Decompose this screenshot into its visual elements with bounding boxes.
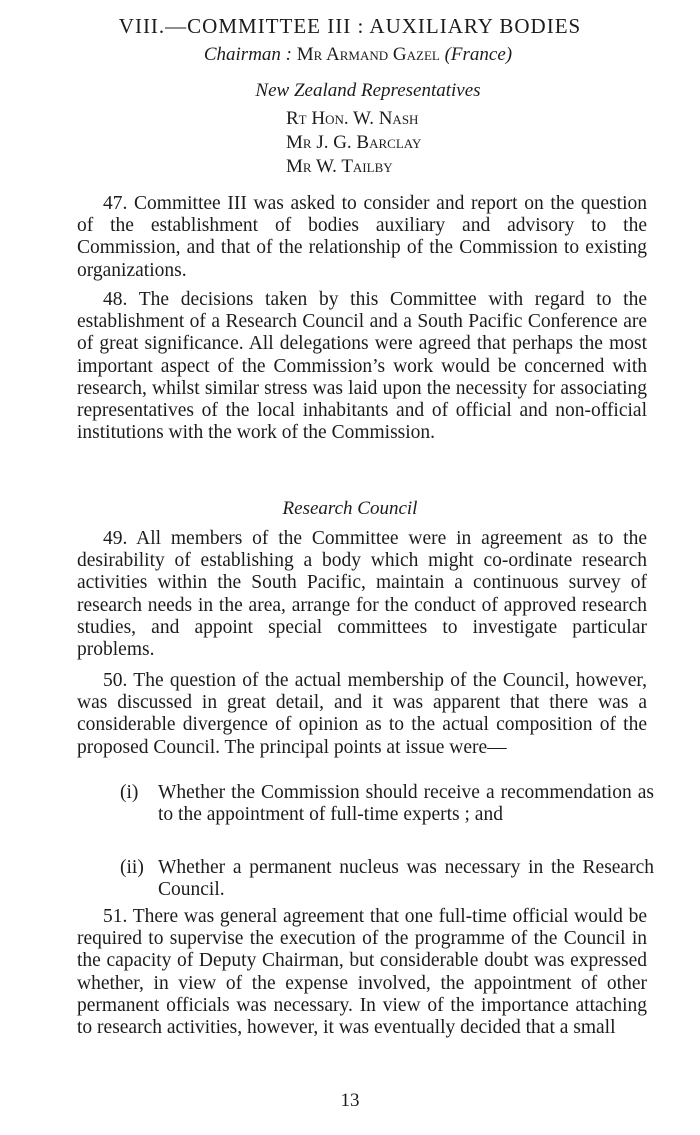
representative: Rt Hon. W. Nash bbox=[286, 108, 419, 129]
nz-representatives-heading: New Zealand Representatives bbox=[255, 80, 481, 101]
list-item-text: Whether the Commission should receive a recommendation as to the appointment of full-time experts ; and bbox=[158, 782, 654, 826]
representative: Mr W. Tailby bbox=[286, 156, 393, 177]
paragraph-48: 48. The decisions taken by this Committee with regard to the establishment of a Research Council and a South Pacific Conference are of great significance. All delegations were agreed that perhaps the most important aspect of the Commission’s work would be concerned with research, whilst similar stress was laid upon the necessity for associating representatives of the local inhabitants and of official and non-official institutions with the work of the Commission. bbox=[77, 289, 647, 444]
list-item-text: Whether a permanent nucleus was necessary in the Research Council. bbox=[158, 857, 654, 901]
chairman-name: Mr Armand Gazel bbox=[296, 44, 440, 65]
paragraph-49: 49. All members of the Committee were in agreement as to the desirability of establishing a body which might co-ordinate research activities within the South Pacific, maintain a continuous survey of research needs in the area, arrange for the conduct of approved research studies, and appoint special committees to investigate particular problems. bbox=[77, 528, 647, 661]
list-item bbox=[120, 857, 654, 901]
paragraph-51: 51. There was general agreement that one full-time official would be required to supervise the execution of the programme of the Council in the capacity of Deputy Chairman, but considerable doubt was expressed whether, in view of the expense involved, the appointment of other permanent officials was necessary. In view of the importance attaching to research activities, however, it was eventually decided that a small bbox=[77, 906, 647, 1039]
list-item bbox=[120, 782, 654, 826]
paragraph-47: 47. Committee III was asked to consider and report on the question of the establishment of bodies auxiliary and advisory to the Commission, and that of the relationship of the Commission to existing organizations. bbox=[77, 193, 647, 281]
subheading-research-council: Research Council bbox=[282, 498, 418, 519]
chairman-prefix: Chairman : bbox=[203, 44, 293, 65]
representatives-list bbox=[286, 107, 421, 179]
chairman-country: (France) bbox=[444, 44, 513, 65]
chairman-line bbox=[8, 44, 700, 66]
section-title: VIII.—COMMITTEE III : AUXILIARY BODIES bbox=[118, 14, 582, 38]
page-number: 13 bbox=[340, 1090, 360, 1111]
representative: Mr J. G. Barclay bbox=[286, 132, 422, 153]
list-item-number: (i) bbox=[120, 782, 139, 803]
list-item-number: (ii) bbox=[120, 857, 144, 878]
paragraph-50: 50. The question of the actual membership of the Council, however, was discussed in great detail, and it was apparent that there was a considerable divergence of opinion as to the actual composition of the proposed Council. The principal points at issue were— bbox=[77, 670, 647, 758]
